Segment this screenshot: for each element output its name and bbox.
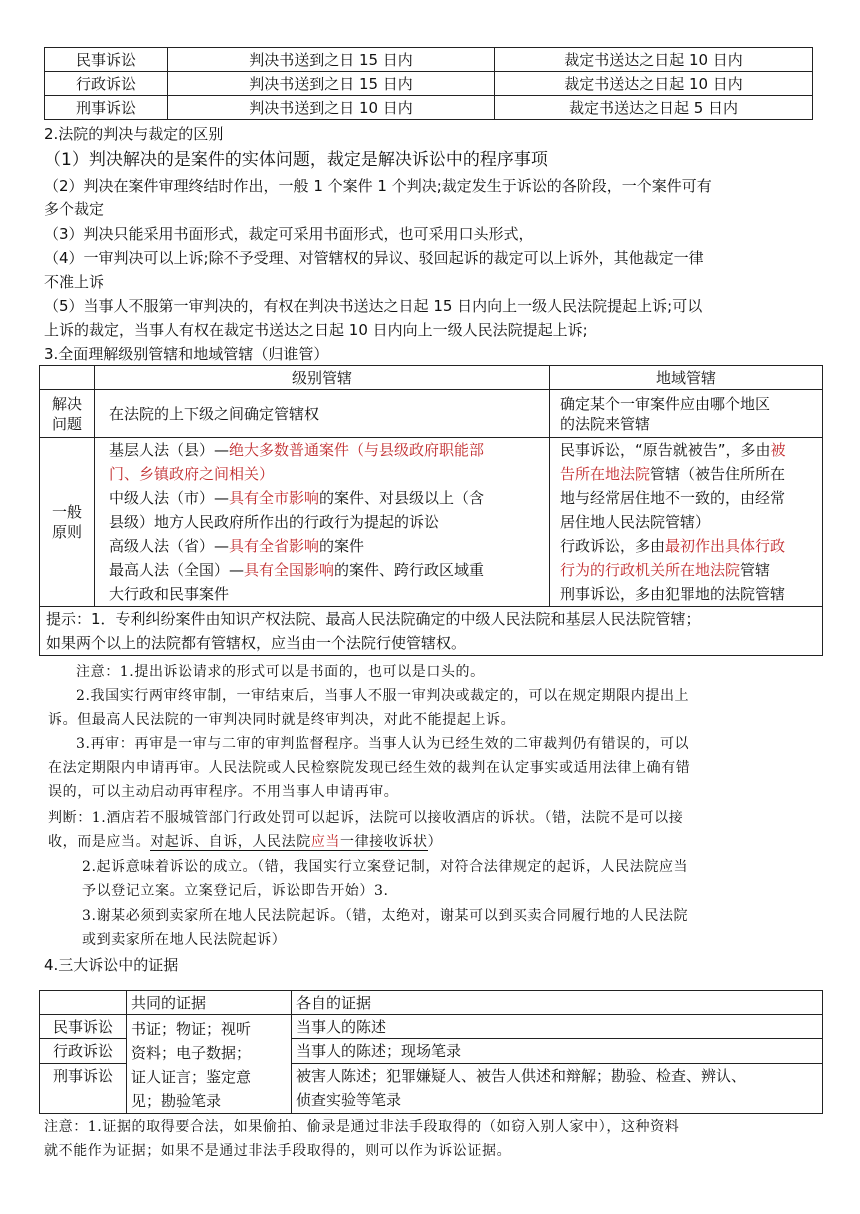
cell-line: 侦查实验等笔录 [296,1091,402,1110]
paragraph: 多个裁定 [44,200,105,218]
text-span: 管辖（被告住所所在 [650,465,786,483]
text-span: 收，而是应当。 [48,834,151,850]
table-row-label: 行政诉讼 [40,1039,127,1063]
highlight-text: 告所在地法院 [560,465,651,483]
table-cell: 刑事诉讼 [45,96,168,120]
text-span: 高级人法（省）— [109,537,230,555]
highlight-text: 应当 [310,834,341,850]
table-row-label: 民事诉讼 [40,1015,127,1039]
label-line: 问题 [51,414,82,433]
table-cell: 当事人的陈述 [292,1015,823,1039]
label-line: 一般 [51,503,82,521]
paragraph: （3）判决只能采用书面形式，裁定可采用书面形式，也可采用口头形式， [44,225,534,243]
highlight-text: 最初作出具体行政 [665,537,786,555]
table-cell: 裁定书送达之日起 10 日内 [495,72,813,96]
text-span: 最高人法（全国）— [109,561,245,579]
note-line: 3.谢某必须到卖家所在地人民法院起诉。（错，太绝对，谢某可以到买卖合同履行地的人民法院 [82,908,689,924]
text-span: 中级人法（市）— [109,489,230,507]
evidence-table [39,990,823,1114]
table-row [40,438,823,607]
table-header-cell: 各自的证据 [292,991,823,1015]
highlight-text: 行为的行政机关所在地法院 [560,561,741,579]
text-span: ） [427,834,443,850]
note-line: 3.再审：再审是一审与二审的审判监督程序。当事人认为已经生效的二审裁判仍有错误的，可以 [76,736,690,752]
table-cell [292,1063,823,1113]
cell-line [109,462,545,486]
highlight-text: 绝大多数普通案件（与县级政府职能部 [229,441,485,459]
table-cell: 当事人的陈述；现场笔录 [292,1039,823,1063]
jurisdiction-table [39,365,823,656]
table-cell [95,438,550,607]
table-row-label [40,438,95,607]
cell-line: 书证；物证；视听 [131,1020,252,1038]
cell-line: 见；勘验笔录 [131,1092,222,1110]
table-cell [550,438,823,607]
note-line: 予以登记立案。立案登记后，诉讼即告开始）3. [82,883,389,899]
highlight-text: 具有全市影响 [229,489,320,507]
table-row [40,390,823,438]
tip-line: 提示：1．专利纠纷案件由知识产权法院、最高人民法院确定的中级人民法院和基层人民法院管辖； [46,610,701,628]
text-span: 行政诉讼，多由 [560,537,666,555]
text-span: 的案件 [319,537,365,555]
note-line: 就不能作为证据；如果不是通过非法手段取得的，则可以作为诉讼证据。 [44,1143,512,1159]
table-cell: 在法院的上下级之间确定管辖权 [95,390,550,438]
table-row [40,991,823,1015]
note-line: 或到卖家所在地人民法院起诉） [82,932,287,948]
paragraph: （1）判决解决的是案件的实体问题，裁定是解决诉讼中的程序事项 [44,150,548,170]
highlight-text: 门、乡镇政府之间相关） [109,465,275,483]
cell-line: 大行政和民事案件 [109,585,230,603]
cell-line [109,534,545,558]
cell-line: 被害人陈述；犯罪嫌疑人、被告人供述和辩解；勘验、检查、辨认、 [296,1067,747,1086]
note-line: 2.起诉意味着诉讼的成立。（错，我国实行立案登记制，对符合法律规定的起诉，人民法院应当 [82,859,689,875]
text-span: 民事诉讼，“原告就被告”，多由 [560,441,771,459]
note-line: 注意：1.提出诉讼请求的形式可以是书面的，也可以是口头的。 [76,664,485,680]
cell-line: 刑事诉讼，多由犯罪地的法院管辖 [560,585,786,603]
note-line [48,830,818,854]
highlight-text: 被 [770,441,786,459]
cell-line [109,558,545,582]
cell-line [560,558,818,582]
section-2-title: 2.法院的判决与裁定的区别 [44,125,224,143]
label-line: 解决 [51,394,82,413]
table-header-cell: 地域管辖 [550,366,823,390]
paragraph: 不准上诉 [44,273,105,291]
common-evidence-cell [127,1015,292,1114]
underlined-text: 一律接收诉状 [340,834,428,850]
paragraph: （5）当事人不服第一审判决的，有权在判决书送达之日起 15 日内向上一级人民法院提起上诉;可以 [44,297,703,315]
highlight-text: 具有全省影响 [229,537,320,555]
table-row [45,48,813,72]
table-cell [550,390,823,438]
section-3-title: 3.全面理解级别管辖和地域管辖（归谁管） [44,345,329,363]
cell-line: 证人证言；鉴定意 [131,1068,252,1086]
table-cell: 裁定书送达之日起 5 日内 [495,96,813,120]
table-row-label [40,390,95,438]
tip-cell [40,607,823,656]
section-4-title: 4.三大诉讼中的证据 [44,956,179,974]
cell-line: 资料；电子数据； [131,1044,252,1062]
note-line: 判断：1.酒店若不服城管部门行政处罚可以起诉，法院可以接收酒店的诉状。（错，法院不是可以接 [48,810,684,826]
cell-line: 的法院来管辖 [560,414,651,433]
cell-line [560,534,818,558]
cell-line [109,438,545,462]
note-line: 2.我国实行两审终审制，一审结束后，当事人不服一审判决或裁定的，可以在规定期限内提出上 [76,688,690,704]
text-span: 的案件、跨行政区域重 [334,561,485,579]
table-cell: 民事诉讼 [45,48,168,72]
table-row [40,607,823,656]
cell-line [560,462,818,486]
text-span: 基层人法（县）— [109,441,230,459]
cell-line [560,438,818,462]
note-line: 注意：1.证据的取得要合法，如果偷拍、偷录是通过非法手段取得的（如窃入别人家中），这种资料 [44,1119,680,1135]
note-line: 在法定期限内申请再审。人民法院或人民检察院发现已经生效的裁判在认定事实或适用法律上确有错 [48,760,691,776]
table-row [40,1015,823,1039]
appeal-period-table [44,47,813,120]
table-row [40,366,823,390]
cell-line [109,486,545,510]
cell-line: 地与经常居住地不一致的，由经常 [560,489,786,507]
cell-line: 居住地人民法院管辖） [560,513,711,531]
text-span: 管辖 [740,561,771,579]
tip-line: 如果两个以上的法院都有管辖权，应当由一个法院行使管辖权。 [46,634,467,652]
table-cell [40,991,127,1015]
table-cell [40,366,95,390]
note-line: 误的，可以主动启动再审程序。不用当事人申请再审。 [48,784,399,800]
table-row [45,96,813,120]
table-cell: 判决书送到之日 10 日内 [168,96,495,120]
paragraph: （2）判决在案件审理终结时作出，一般 1 个案件 1 个判决;裁定发生于诉讼的各阶段，一个案件可有 [44,177,712,195]
cell-line: 确定某个一审案件应由哪个地区 [560,394,771,413]
table-cell: 裁定书送达之日起 10 日内 [495,48,813,72]
underlined-text: 对起诉、自诉，人民法院 [150,834,311,850]
table-cell: 判决书送到之日 15 日内 [168,48,495,72]
label-line: 原则 [51,523,82,541]
highlight-text: 具有全国影响 [244,561,335,579]
paragraph: 上诉的裁定，当事人有权在裁定书送达之日起 10 日内向上一级人民法院提起上诉; [44,321,588,339]
paragraph: （4）一审判决可以上诉;除不予受理、对管辖权的异议、驳回起诉的裁定可以上诉外，其他裁定一律 [44,249,704,267]
text-span: 的案件、对县级以上（含 [319,489,485,507]
note-line: 诉。但最高人民法院的一审判决同时就是终审判决，对此不能提起上诉。 [48,712,516,728]
table-row-label: 刑事诉讼 [40,1063,127,1113]
table-header-cell: 共同的证据 [127,991,292,1015]
cell-line: 县级）地方人民政府所作出的行政行为提起的诉讼 [109,513,440,531]
table-cell: 行政诉讼 [45,72,168,96]
table-header-cell: 级别管辖 [95,366,550,390]
table-cell: 判决书送到之日 15 日内 [168,72,495,96]
table-row [45,72,813,96]
